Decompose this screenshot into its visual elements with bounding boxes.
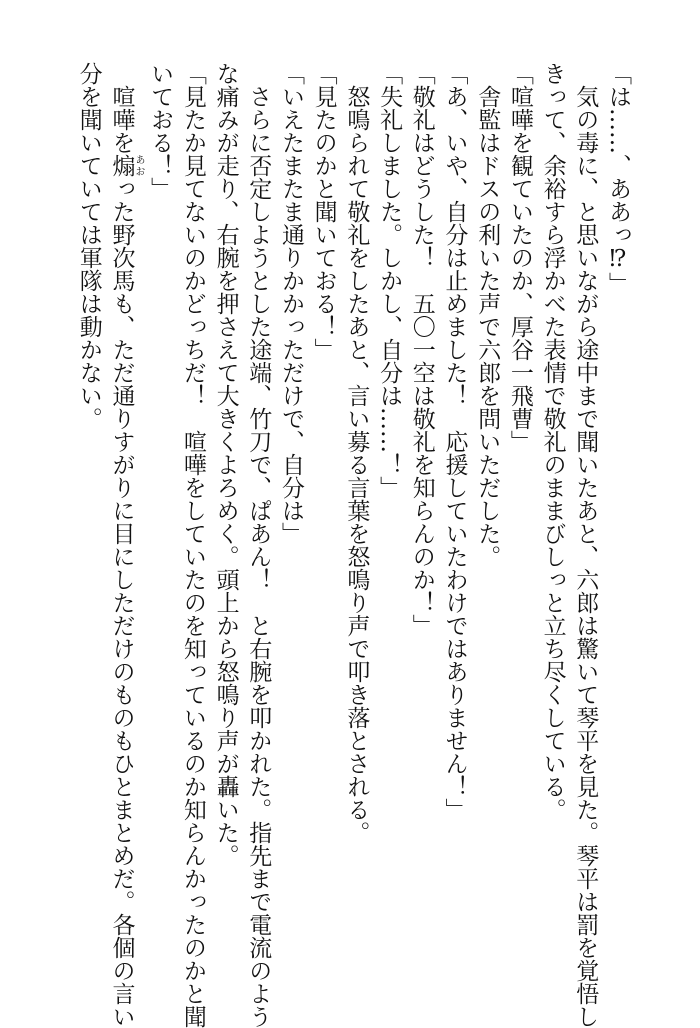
text-line-3: きって、余裕すら浮かべた表情で敬礼のままびしっと立ち尽くしている。 bbox=[539, 62, 566, 821]
text-line-7: 「敬礼はどうした！ 五〇一空は敬礼を知らんのか！」 bbox=[408, 62, 435, 637]
text-line-8: 「失礼しました。しかし、自分は……！」 bbox=[376, 62, 403, 499]
text-line-16-pre: 喧嘩を bbox=[108, 62, 135, 154]
ruby-reading: あお bbox=[132, 154, 144, 177]
text-line-16 bbox=[105, 62, 144, 1028]
text-line-16-post: った野次馬も、ただ通りすがりに目にしただけのものもひとまとめだ。各個の言い bbox=[108, 177, 135, 1028]
text-line-5: 舎監はドスの利いた声で六郎を問いただした。 bbox=[474, 62, 501, 568]
text-line-14: 「見たか見てないのかどっちだ！ 喧嘩をしていたのを知っているのか知らんかったのかと聞 bbox=[179, 62, 206, 1028]
text-line-9: 怒鳴られて敬礼をしたあと、言い募る言葉を怒鳴り声で叩き落とされる。 bbox=[343, 62, 370, 844]
vertical-text-body bbox=[72, 62, 634, 1028]
text-line-15: いておる！」 bbox=[147, 62, 174, 200]
text-line-11: 「いえたまたま通りかかっただけで、自分は」 bbox=[277, 62, 304, 545]
ruby-base-text: 煽 bbox=[108, 154, 135, 177]
text-line-6: 「あ、いや、自分は止めました！ 応援していたわけではありません！」 bbox=[441, 62, 468, 821]
text-line-17: 分を聞いていては軍隊は動かない。 bbox=[75, 62, 102, 430]
text-line-4: 「喧嘩を観ていたのか、厚谷一飛曹」 bbox=[506, 62, 533, 453]
text-line-2: 気の毒に、と思いながら途中まで聞いたあと、六郎は驚いて琴平を見た。琴平は罰を覚悟し bbox=[572, 62, 599, 1028]
text-line-13: な痛みが走り、右腕を押さえて大きくよろめく。頭上から怒鳴り声が轟いた。 bbox=[212, 62, 239, 867]
text-line-12: さらに否定しようとした途端、竹刀で、ぱあん！ と右腕を叩かれた。指先まで電流のよう bbox=[245, 62, 272, 1028]
text-line-1: 「は……、ああっ⁉」 bbox=[605, 62, 631, 295]
ruby-annotation bbox=[108, 154, 144, 177]
text-line-10: 「見たのかと聞いておる！」 bbox=[310, 62, 337, 361]
